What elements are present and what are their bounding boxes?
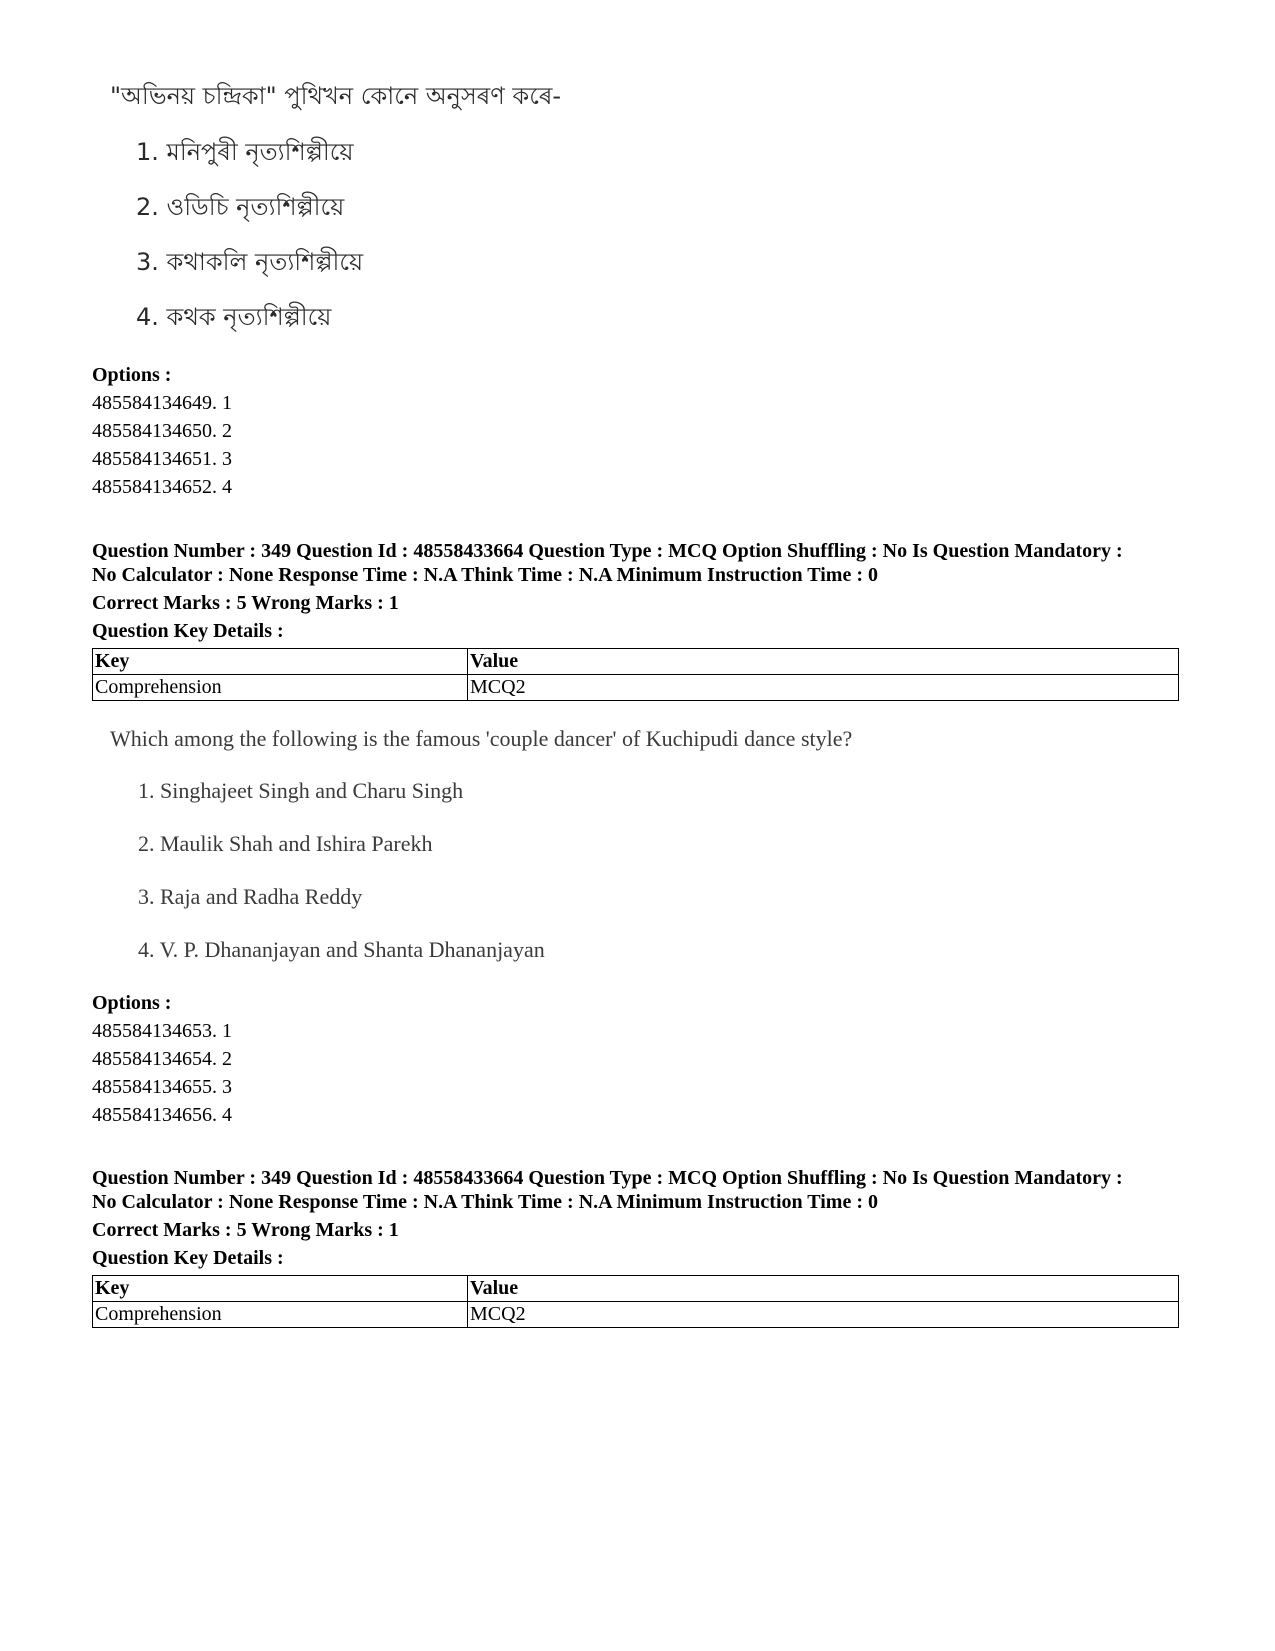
question-meta-line-2: No Calculator : None Response Time : N.A Think Time : N.A Minimum Instruction Time : 0 <box>92 564 878 586</box>
question-meta-line-1: Question Number : 349 Question Id : 48558433664 Question Type : MCQ Option Shuffling : No Is Question Mandatory : <box>92 540 1123 562</box>
marks-line: Correct Marks : 5 Wrong Marks : 1 <box>92 1219 399 1241</box>
table-cell-value: MCQ2 <box>468 675 1179 701</box>
option-item: 485584134652. 4 <box>92 476 232 498</box>
options-heading-1: Options : <box>92 364 172 386</box>
question-1-choice-3: 3. কথাকলি নৃত্যশিল্পীয়ে <box>136 248 364 276</box>
options-heading-2: Options : <box>92 992 172 1014</box>
question-1-stem: "অভিনয় চন্দ্ৰিকা" পুথিখন কোনে অনুসৰণ কৰে- <box>110 82 562 110</box>
question-2-choice-3: 3. Raja and Radha Reddy <box>138 884 363 909</box>
table-header-value: Value <box>468 1276 1179 1302</box>
option-item: 485584134655. 3 <box>92 1076 232 1098</box>
question-meta-line-1: Question Number : 349 Question Id : 48558433664 Question Type : MCQ Option Shuffling : No Is Question Mandatory : <box>92 1167 1123 1189</box>
question-1-choice-1: 1. মনিপুৰী নৃত্যশিল্পীয়ে <box>136 138 354 166</box>
option-item: 485584134654. 2 <box>92 1048 232 1070</box>
table-header-key: Key <box>93 649 468 675</box>
key-details-heading: Question Key Details : <box>92 1247 284 1269</box>
question-2-choice-1: 1. Singhajeet Singh and Charu Singh <box>138 778 464 803</box>
question-2-choice-4: 4. V. P. Dhananjayan and Shanta Dhananjayan <box>138 937 545 962</box>
question-1-choice-2: 2. ওডিচি নৃত্যশিল্পীয়ে <box>136 193 345 221</box>
question-1-choice-4: 4. কথক নৃত্যশিল্পীয়ে <box>136 303 332 331</box>
table-header-value: Value <box>468 649 1179 675</box>
option-item: 485584134651. 3 <box>92 448 232 470</box>
option-item: 485584134656. 4 <box>92 1104 232 1126</box>
table-header-key: Key <box>93 1276 468 1302</box>
key-details-table <box>92 648 1179 701</box>
option-item: 485584134653. 1 <box>92 1020 232 1042</box>
option-item: 485584134650. 2 <box>92 420 232 442</box>
key-details-heading: Question Key Details : <box>92 620 284 642</box>
table-cell-key: Comprehension <box>93 1302 468 1328</box>
question-2-choice-2: 2. Maulik Shah and Ishira Parekh <box>138 831 433 856</box>
question-meta-line-2: No Calculator : None Response Time : N.A Think Time : N.A Minimum Instruction Time : 0 <box>92 1191 878 1213</box>
key-details-table <box>92 1275 1179 1328</box>
option-item: 485584134649. 1 <box>92 392 232 414</box>
marks-line: Correct Marks : 5 Wrong Marks : 1 <box>92 592 399 614</box>
table-cell-value: MCQ2 <box>468 1302 1179 1328</box>
table-cell-key: Comprehension <box>93 675 468 701</box>
question-2-stem: Which among the following is the famous 'couple dancer' of Kuchipudi dance style? <box>110 726 853 751</box>
